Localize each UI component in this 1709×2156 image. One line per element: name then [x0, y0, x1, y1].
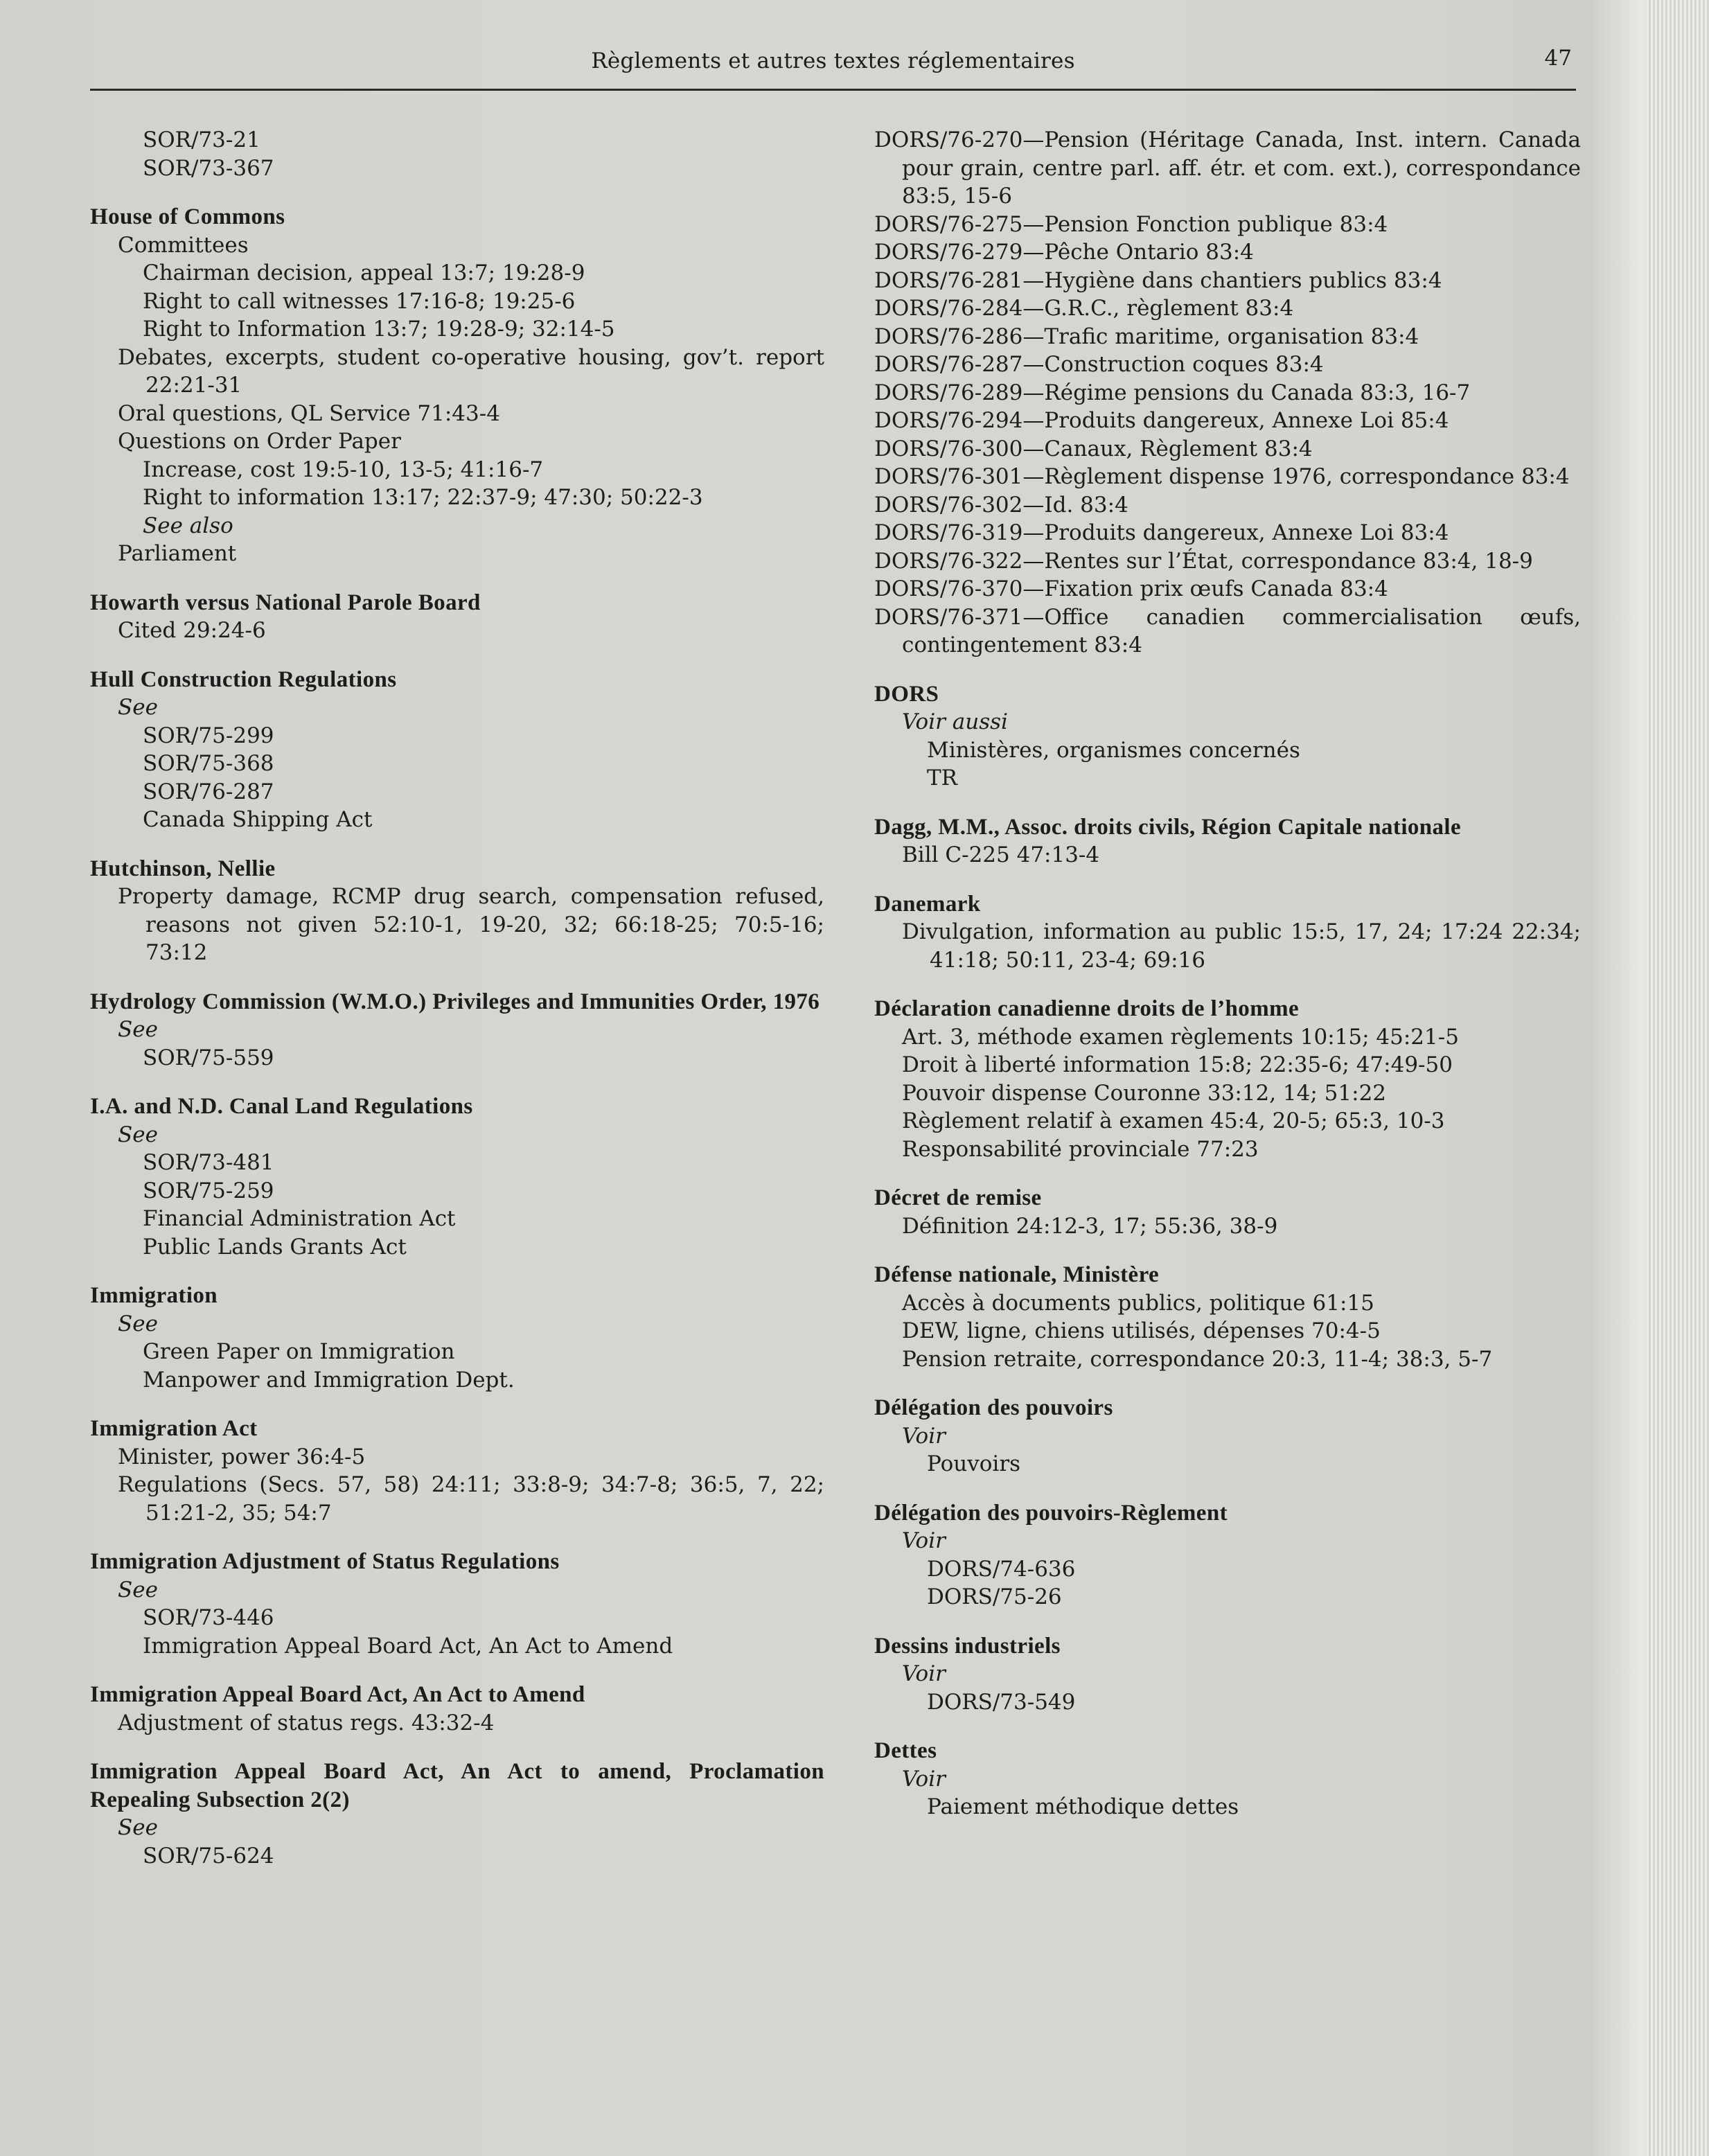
index-subentry: SOR/73-446: [143, 1605, 274, 1630]
cross-reference-label: See: [118, 1311, 158, 1336]
entry-heading: Immigration Appeal Board Act, An Act to amend, Proclamation Repealing Subsection 2(2): [90, 1759, 824, 1812]
regulation-entry: DORS/76-279—Pêche Ontario 83:4: [874, 240, 1254, 265]
index-subentry: TR: [927, 766, 958, 790]
regulation-entry: DORS/76-284—G.R.C., règlement 83:4: [874, 296, 1294, 321]
index-subentry: DORS/73-549: [927, 1689, 1076, 1715]
index-subentry: Increase, cost 19:5-10, 13-5; 41:16-7: [143, 457, 544, 482]
right-index-column: [874, 126, 1581, 1842]
index-subentry: SOR/75-559: [143, 1045, 274, 1070]
index-entry: [90, 1282, 824, 1394]
header-title: Règlements et autres textes réglementaires: [591, 48, 1075, 73]
index-subentry: Minister, power 36:4-5: [118, 1444, 366, 1469]
index-subentry: Définition 24:12-3, 17; 55:36, 38-9: [902, 1213, 1278, 1239]
entry-heading: Immigration Appeal Board Act, An Act to Amend: [90, 1682, 585, 1707]
index-subentry: Adjustment of status regs. 43:32-4: [118, 1710, 495, 1735]
index-entry: [874, 1737, 1581, 1821]
index-entry: [874, 813, 1581, 869]
running-header: [90, 46, 1576, 91]
regulation-entry: DORS/76-281—Hygiène dans chantiers publics 83:4: [874, 267, 1442, 293]
index-subentry: Responsabilité provinciale 77:23: [902, 1136, 1259, 1162]
index-subentry: SOR/75-299: [143, 723, 274, 748]
index-subentry: Financial Administration Act: [143, 1206, 456, 1231]
index-entry: [874, 995, 1581, 1163]
entry-heading: Hull Construction Regulations: [90, 666, 397, 692]
index-entry: [90, 855, 824, 967]
index-subentry: Art. 3, méthode examen règlements 10:15; 45:21-5: [902, 1024, 1459, 1050]
index-subentry: SOR/75-624: [143, 1843, 274, 1868]
entry-heading: Dessins industriels: [874, 1633, 1061, 1659]
index-entry: [90, 1415, 824, 1527]
regulation-entry: DORS/76-286—Trafic maritime, organisation 83:4: [874, 324, 1419, 349]
entry-heading: Immigration: [90, 1283, 218, 1308]
index-subentry: Oral questions, QL Service 71:43-4: [118, 400, 500, 426]
index-subentry: SOR/73-367: [143, 155, 274, 181]
entry-heading: Déclaration canadienne droits de l’homme: [874, 996, 1300, 1021]
cross-reference-label: See: [118, 1577, 158, 1602]
index-entry: [90, 126, 824, 182]
index-entry: [90, 203, 824, 568]
entry-heading: Défense nationale, Ministère: [874, 1262, 1160, 1287]
entry-heading: House of Commons: [90, 204, 285, 229]
regulation-entry: DORS/76-275—Pension Fonction publique 83:4: [874, 211, 1388, 237]
entry-heading: Immigration Act: [90, 1416, 258, 1441]
cross-reference-label: See also: [143, 513, 233, 538]
index-subentry: Public Lands Grants Act: [143, 1234, 407, 1260]
index-subentry: SOR/75-259: [143, 1178, 274, 1203]
left-index-column: [90, 126, 824, 1891]
entry-heading: Danemark: [874, 891, 981, 917]
index-subentry: Right to Information 13:7; 19:28-9; 32:14-5: [143, 317, 615, 342]
index-entry: [874, 1632, 1581, 1717]
page-number: 47: [1544, 46, 1572, 71]
regulation-entry: DORS/76-300—Canaux, Règlement 83:4: [874, 436, 1313, 461]
index-subentry: Divulgation, information au public 15:5, 17, 24; 17:24 22:34; 41:18; 50:11, 23-4; 69:16: [902, 919, 1581, 973]
index-entry: [90, 1681, 824, 1737]
index-subentry: DORS/75-26: [927, 1584, 1062, 1609]
entry-heading: Dagg, M.M., Assoc. droits civils, Région Capitale nationale: [874, 814, 1462, 840]
index-subentry: Chairman decision, appeal 13:7; 19:28-9: [143, 260, 585, 285]
index-subentry: Right to call witnesses 17:16-8; 19:25-6: [143, 288, 576, 314]
index-entry: [874, 1499, 1581, 1611]
index-entry: [874, 1394, 1581, 1478]
index-subentry: SOR/76-287: [143, 779, 274, 804]
index-subentry: Ministères, organismes concernés: [927, 737, 1300, 763]
entry-heading: Dettes: [874, 1738, 937, 1763]
index-subentry: Debates, excerpts, student co-operative housing, gov’t. report 22:21-31: [118, 344, 824, 398]
entry-heading: DORS: [874, 681, 939, 707]
book-page-edge: [1647, 0, 1709, 2156]
index-subentry: Règlement relatif à examen 45:4, 20-5; 65:3, 10-3: [902, 1108, 1445, 1133]
index-entry: [90, 988, 824, 1072]
cross-reference-label: See: [118, 1122, 158, 1147]
cross-reference-label: See: [118, 695, 158, 720]
index-subentry: Pouvoirs: [927, 1451, 1021, 1476]
regulation-entry: DORS/76-294—Produits dangereux, Annexe Loi 85:4: [874, 408, 1449, 433]
index-subentry: Droit à liberté information 15:8; 22:35-6; 47:49-50: [902, 1052, 1453, 1077]
index-subentry: Right to information 13:17; 22:37-9; 47:30; 50:22-3: [143, 485, 703, 510]
regulation-entry: DORS/76-371—Office canadien commercialisation œufs, contingentement 83:4: [874, 604, 1581, 657]
index-entry: [874, 126, 1581, 660]
index-subentry: DEW, ligne, chiens utilisés, dépenses 70:4-5: [902, 1318, 1381, 1343]
entry-heading: Hydrology Commission (W.M.O.) Privileges and Immunities Order, 1976: [90, 989, 820, 1014]
regulation-entry: DORS/76-370—Fixation prix œufs Canada 83:4: [874, 576, 1388, 601]
index-subentry: Paiement méthodique dettes: [927, 1794, 1239, 1819]
entry-heading: Décret de remise: [874, 1185, 1042, 1210]
index-subentry: Pension retraite, correspondance 20:3, 11-4; 38:3, 5-7: [902, 1346, 1493, 1372]
cross-reference-label: Voir aussi: [902, 709, 1008, 734]
regulation-entry: DORS/76-301—Règlement dispense 1976, correspondance 83:4: [874, 464, 1570, 489]
regulation-entry: DORS/76-289—Régime pensions du Canada 83:3, 16-7: [874, 380, 1471, 405]
index-subentry: SOR/73-21: [143, 127, 260, 152]
index-entry: [90, 1758, 824, 1870]
index-subentry: Pouvoir dispense Couronne 33:12, 14; 51:22: [902, 1080, 1387, 1106]
regulation-entry: DORS/76-322—Rentes sur l’État, correspondance 83:4, 18-9: [874, 548, 1533, 574]
index-entry: [90, 666, 824, 834]
index-subentry: Parliament: [118, 541, 237, 566]
index-subentry: Canada Shipping Act: [143, 807, 373, 832]
index-entry: [90, 1093, 824, 1261]
entry-heading: Délégation des pouvoirs: [874, 1395, 1113, 1420]
entry-heading: I.A. and N.D. Canal Land Regulations: [90, 1094, 473, 1119]
cross-reference-label: Voir: [902, 1423, 946, 1449]
entry-heading: Howarth versus National Parole Board: [90, 590, 481, 615]
cross-reference-label: Voir: [902, 1661, 946, 1686]
index-entry: [874, 680, 1581, 793]
entry-heading: Hutchinson, Nellie: [90, 856, 276, 881]
index-entry: [874, 1184, 1581, 1240]
entry-heading: Immigration Adjustment of Status Regulations: [90, 1549, 560, 1574]
index-subentry: Regulations (Secs. 57, 58) 24:11; 33:8-9; 34:7-8; 36:5, 7, 22; 51:21-2, 35; 54:7: [118, 1472, 824, 1526]
index-entry: [90, 1548, 824, 1660]
index-subentry: Questions on Order Paper: [118, 429, 401, 454]
index-subentry: DORS/74-636: [927, 1556, 1076, 1582]
cross-reference-label: See: [118, 1815, 158, 1840]
entry-heading: Délégation des pouvoirs-Règlement: [874, 1500, 1228, 1526]
regulation-entry: DORS/76-287—Construction coques 83:4: [874, 352, 1324, 377]
index-subentry: Committees: [118, 232, 249, 258]
regulation-entry: DORS/76-270—Pension (Héritage Canada, Inst. intern. Canada pour grain, centre parl. aff. étr. et com. ext.), correspondance 83:5, 15-6: [874, 127, 1581, 209]
cross-reference-label: See: [118, 1017, 158, 1042]
index-entry: [874, 1261, 1581, 1373]
index-subentry: Accès à documents publics, politique 61:15: [902, 1290, 1374, 1316]
index-subentry: Manpower and Immigration Dept.: [143, 1367, 515, 1393]
cross-reference-label: Voir: [902, 1766, 946, 1792]
index-subentry: SOR/73-481: [143, 1150, 274, 1175]
index-subentry: Cited 29:24-6: [118, 618, 266, 643]
index-subentry: SOR/75-368: [143, 751, 274, 776]
index-subentry: Immigration Appeal Board Act, An Act to Amend: [143, 1633, 673, 1659]
index-subentry: Property damage, RCMP drug search, compensation refused, reasons not given 52:10-1, 19-20, 32; 66:18-25; 70:5-16; 73:12: [118, 884, 824, 965]
index-entry: [874, 890, 1581, 975]
regulation-entry: DORS/76-319—Produits dangereux, Annexe Loi 83:4: [874, 520, 1449, 545]
regulation-entry: DORS/76-302—Id. 83:4: [874, 492, 1128, 518]
index-entry: [90, 589, 824, 645]
cross-reference-label: Voir: [902, 1528, 946, 1553]
index-subentry: Bill C-225 47:13-4: [902, 842, 1100, 867]
index-subentry: Green Paper on Immigration: [143, 1339, 455, 1364]
